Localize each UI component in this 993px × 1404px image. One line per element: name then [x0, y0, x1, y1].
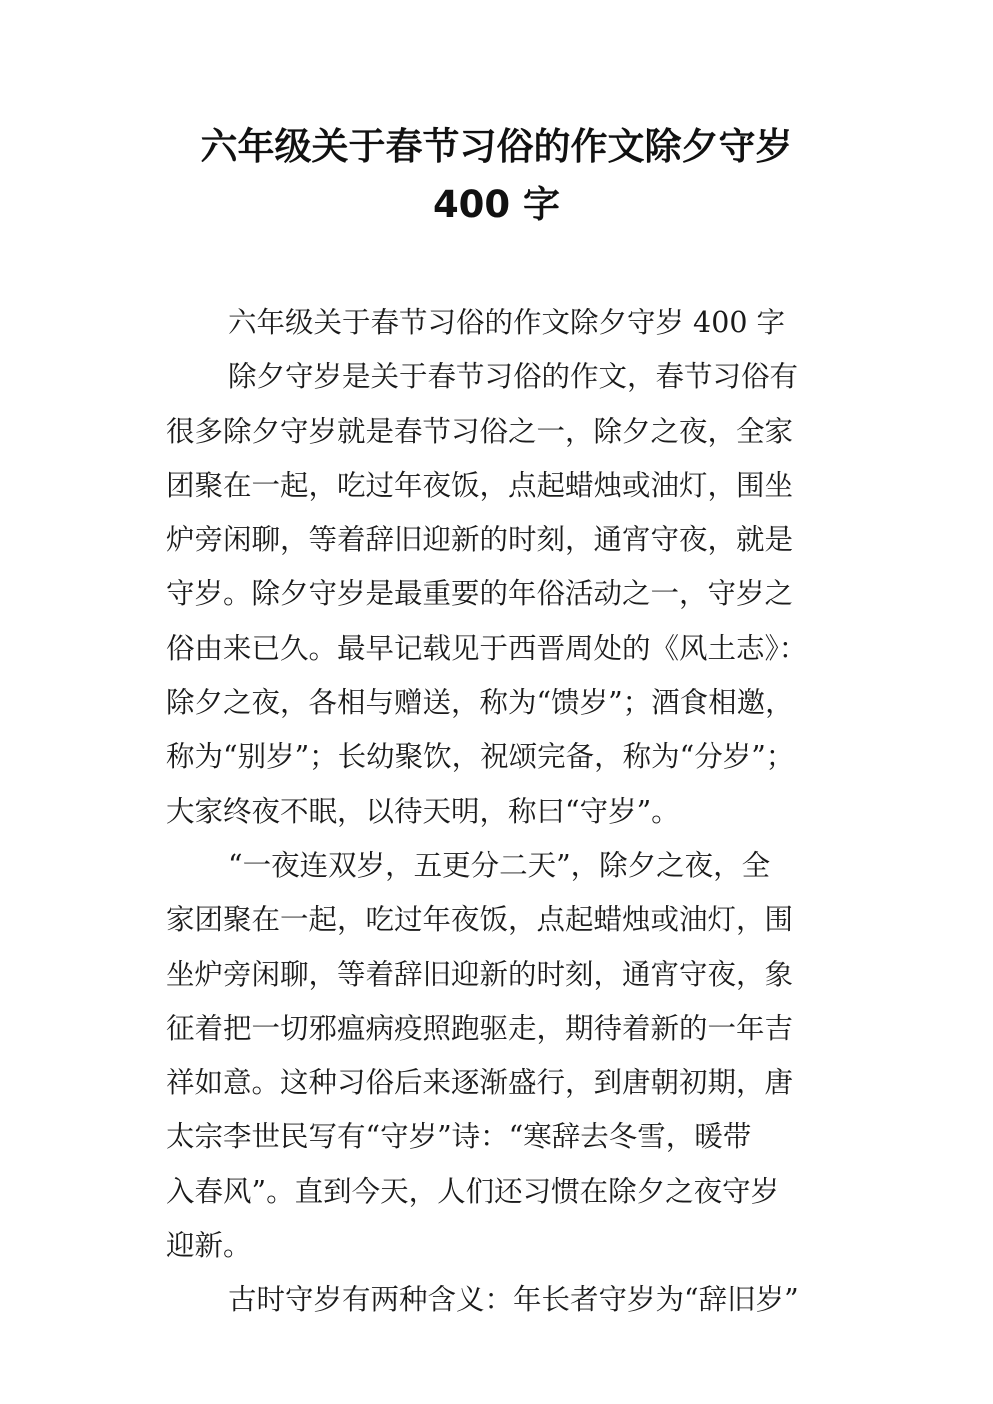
paragraph-3-line-1: 古时守岁有两种含义：年长者守岁为“辞旧岁”: [228, 1283, 799, 1317]
paragraph-1-line-4: 炉旁闲聊，等着辞旧迎新的时刻，通宵守夜，就是: [166, 523, 794, 557]
paragraph-2-line-4: 征着把一切邪瘟病疫照跑驱走，期待着新的一年吉: [166, 1011, 794, 1045]
paragraph-2-line-7: 入春风”。直到今天，人们还习惯在除夕之夜守岁: [166, 1174, 780, 1208]
subtitle-line: 六年级关于春节习俗的作文除夕守岁 400 字: [228, 306, 786, 339]
paragraph-2-line-6: 太宗李世民写有“守岁”诗：“寒辞去冬雪，暖带: [166, 1120, 752, 1154]
title-line-1: 六年级关于春节习俗的作文除夕守岁: [200, 125, 793, 168]
paragraph-1-line-8: 称为“别岁”；长幼聚饮，祝颂完备，称为“分岁”；: [166, 740, 795, 774]
paragraph-2-line-3: 坐炉旁闲聊，等着辞旧迎新的时刻，通宵守夜，象: [166, 957, 794, 991]
paragraph-1-line-5: 守岁。除夕守岁是最重要的年俗活动之一，守岁之: [166, 577, 794, 611]
paragraph-2-line-8: 迎新。: [166, 1229, 252, 1263]
document-body: [166, 296, 838, 1328]
paragraph-2-line-2: 家团聚在一起，吃过年夜饭，点起蜡烛或油灯，围: [166, 903, 794, 937]
paragraph-1-line-1: 除夕守岁是关于春节习俗的作文，春节习俗有: [228, 360, 799, 394]
paragraph-1-line-2: 很多除夕守岁就是春节习俗之一，除夕之夜，全家: [166, 414, 794, 448]
paragraph-1-line-7: 除夕之夜，各相与赠送，称为“馈岁”；酒食相邀，: [166, 686, 794, 720]
document-title: [0, 118, 993, 234]
paragraph-2-line-5: 祥如意。这种习俗后来逐渐盛行，到唐朝初期，唐: [166, 1066, 794, 1100]
paragraph-1-line-6: 俗由来已久。最早记载见于西晋周处的《风土志》：: [166, 631, 808, 665]
paragraph-2-line-1: “一夜连双岁，五更分二天”，除夕之夜，全: [228, 848, 771, 882]
paragraph-1-line-9: 大家终夜不眠，以待天明，称曰“守岁”。: [166, 794, 680, 828]
title-line-2: 400 字: [432, 183, 561, 226]
paragraph-1-line-3: 团聚在一起，吃过年夜饭，点起蜡烛或油灯，围坐: [166, 468, 794, 502]
